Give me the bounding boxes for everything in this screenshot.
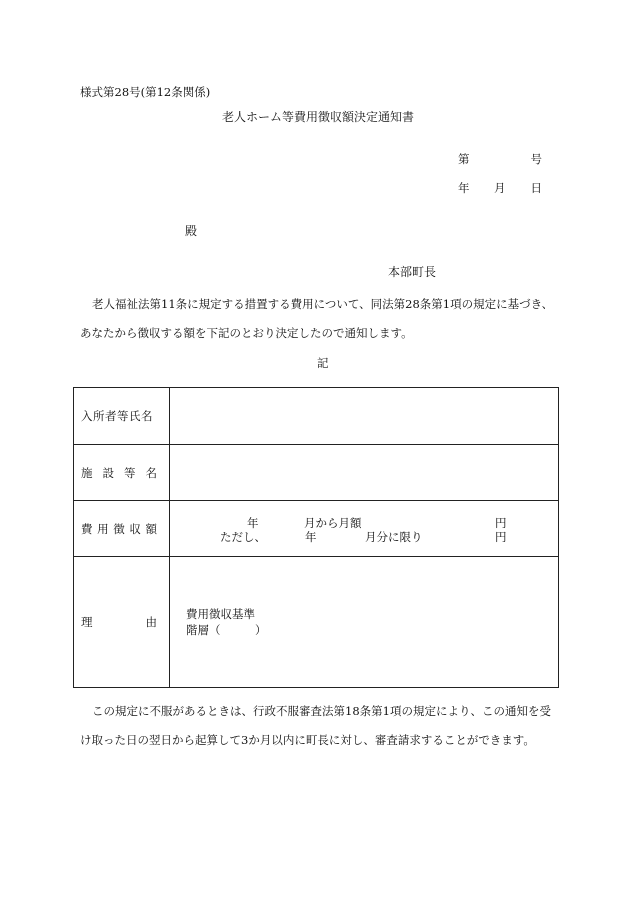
addressee-suffix: 殿	[185, 224, 198, 238]
fee-year-unit: 年	[247, 515, 259, 530]
row-reason	[74, 557, 559, 688]
facility-label-char: 名	[145, 465, 157, 480]
resident-label-cell	[74, 388, 170, 445]
row-resident	[74, 388, 559, 445]
facility-label-cell	[74, 445, 170, 501]
fee-month-from: 月から月額	[304, 515, 362, 530]
fee-label-char: 用	[97, 521, 109, 536]
fee-limit-yen-unit: 円	[495, 529, 507, 544]
fee-label-char: 徴	[113, 521, 125, 536]
fee-label-char: 費	[81, 521, 93, 536]
date-day: 日	[530, 181, 542, 195]
fee-line-monthly	[170, 515, 558, 529]
facility-label-char: 設	[102, 465, 114, 480]
facility-label-char: 施	[81, 465, 93, 480]
reason-label	[81, 614, 157, 630]
doc-number-suffix: 号	[530, 152, 542, 166]
reason-label-char: 理	[81, 615, 93, 629]
row-fee	[74, 501, 559, 557]
form-number: 様式第28号(第12条関係)	[80, 85, 211, 99]
facility-label-char: 等	[124, 465, 136, 480]
fee-line-limit	[170, 529, 558, 543]
fee-label-char: 収	[129, 521, 141, 536]
fee-yen-unit: 円	[495, 515, 507, 530]
reason-value-cell[interactable]	[170, 557, 559, 688]
fee-label-cell	[74, 501, 170, 557]
issuer-name: 本部町長	[388, 265, 437, 279]
body-text-content: 老人福祉法第11条に規定する措置する費用について、同法第28条第1項の規定に基づき、あなたから徴収する額を下記のとおり決定したので通知します。	[80, 297, 554, 340]
facility-label	[81, 465, 157, 481]
body-text	[80, 290, 560, 348]
reason-standard: 費用徴収基準	[186, 607, 255, 621]
fee-tadashi: ただし、	[220, 529, 266, 544]
resident-value-cell[interactable]	[170, 388, 559, 445]
ki-heading: 記	[317, 356, 329, 370]
fee-label	[81, 521, 157, 537]
row-facility	[74, 445, 559, 501]
fee-label-char: 額	[145, 521, 157, 536]
reason-label-char: 由	[145, 615, 157, 629]
doc-number-prefix: 第	[458, 152, 470, 166]
date-month: 月	[494, 181, 506, 195]
appeal-notice	[80, 697, 560, 755]
fee-table	[73, 387, 559, 688]
reason-tier: 階層（ ）	[186, 623, 267, 637]
fee-month-limit: 月分に限り	[365, 529, 423, 544]
facility-value-cell[interactable]	[170, 445, 559, 501]
document-title: 老人ホーム等費用徴収額決定通知書	[222, 110, 415, 124]
date-year: 年	[458, 181, 470, 195]
resident-label: 入所者等氏名	[81, 409, 153, 423]
fee-value-cell[interactable]	[170, 501, 559, 557]
reason-label-cell	[74, 557, 170, 688]
appeal-notice-content: この規定に不服があるときは、行政不服審査法第18条第1項の規定により、この通知を受け取った日の翌日から起算して3か月以内に町長に対し、審査請求することができます。	[80, 704, 551, 747]
fee-limit-year-unit: 年	[305, 529, 317, 544]
